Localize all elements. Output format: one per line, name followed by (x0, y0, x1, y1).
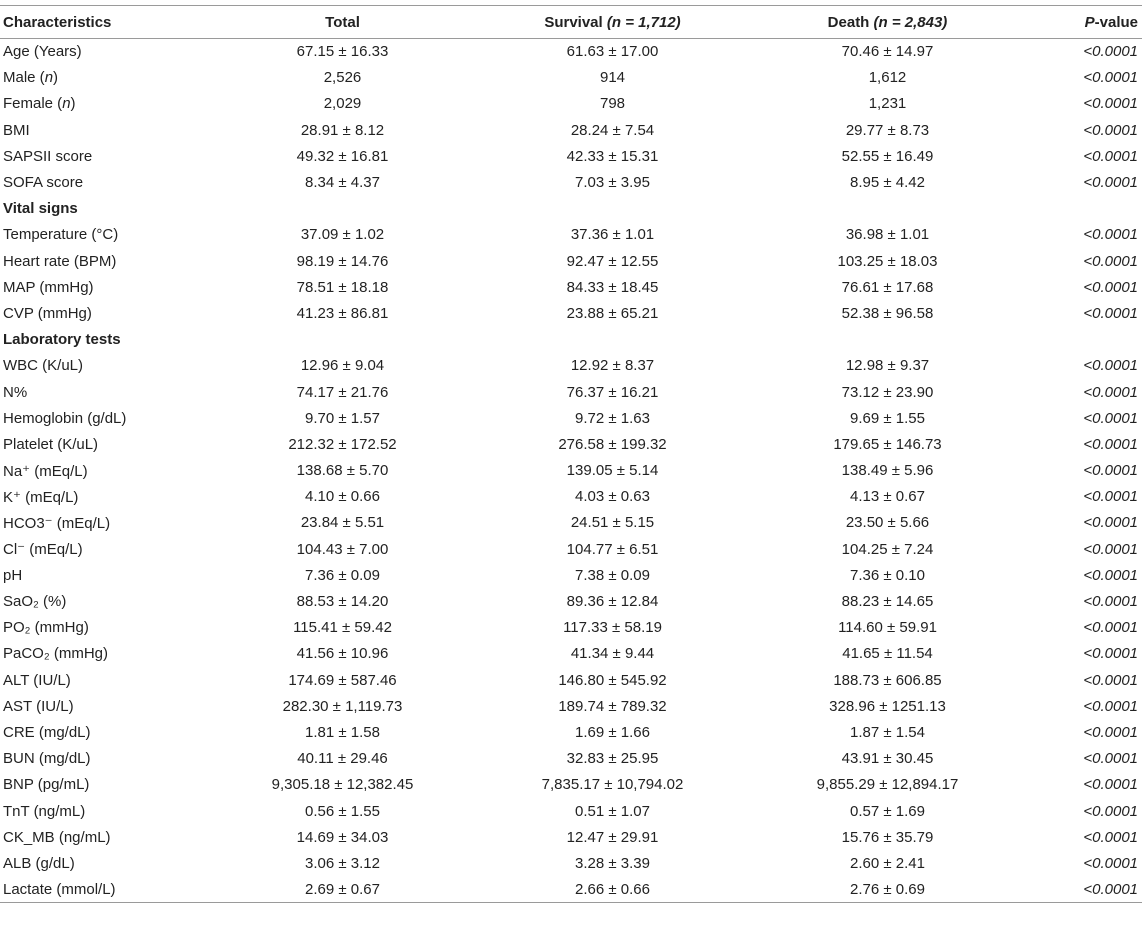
cell-survival: 24.51 ± 5.15 (570, 514, 655, 532)
table-row (0, 405, 1142, 431)
cell-death: 88.23 ± 14.65 (841, 593, 934, 611)
cell-death: 2.60 ± 2.41 (850, 854, 925, 872)
cell-death: 1,231 (868, 95, 907, 113)
table-row (0, 169, 1142, 195)
cell-pvalue: <0.0001 (1083, 593, 1138, 611)
row-label: BNP (pg/mL) (3, 776, 90, 794)
table-row (0, 798, 1142, 824)
cell-survival: 23.88 ± 65.21 (566, 304, 659, 322)
cell-total: 9.70 ± 1.57 (305, 409, 380, 427)
table-row (0, 693, 1142, 719)
row-label: SAPSII score (3, 147, 93, 165)
cell-total: 37.09 ± 1.02 (300, 226, 385, 244)
cell-survival: 12.92 ± 8.37 (570, 357, 655, 375)
cell-pvalue: <0.0001 (1083, 671, 1138, 689)
cell-death: 1.87 ± 1.54 (850, 723, 925, 741)
row-label: PO₂ (mmHg) (3, 619, 89, 637)
cell-pvalue: <0.0001 (1083, 95, 1138, 113)
cell-pvalue: <0.0001 (1083, 121, 1138, 139)
row-label: CRE (mg/dL) (3, 723, 91, 741)
row-label: TnT (ng/mL) (3, 802, 86, 820)
cell-total: 1.81 ± 1.58 (305, 723, 380, 741)
row-label: CVP (mmHg) (3, 304, 92, 322)
cell-total: 0.56 ± 1.55 (305, 802, 380, 820)
row-label: WBC (K/uL) (3, 357, 84, 375)
header-pvalue (1020, 6, 1142, 39)
cell-death: 73.12 ± 23.90 (841, 383, 934, 401)
table-row (0, 877, 1142, 903)
table-row (0, 536, 1142, 562)
cell-survival: 798 (599, 95, 626, 113)
table-row (0, 431, 1142, 457)
cell-total: 138.68 ± 5.70 (296, 462, 389, 480)
cell-pvalue: <0.0001 (1083, 409, 1138, 427)
cell-survival: 7,835.17 ± 10,794.02 (541, 776, 684, 794)
row-label: Platelet (K/uL) (3, 435, 99, 453)
cell-total: 41.23 ± 86.81 (296, 304, 389, 322)
header-death-n: (n = 2,843) (873, 13, 948, 31)
cell-total: 98.19 ± 14.76 (296, 252, 389, 270)
cell-death: 188.73 ± 606.85 (833, 671, 942, 689)
cell-survival: 914 (599, 69, 626, 87)
row-label: Na⁺ (mEq/L) (3, 462, 88, 480)
cell-pvalue: <0.0001 (1083, 226, 1138, 244)
cell-total: 8.34 ± 4.37 (305, 174, 380, 192)
row-label: Hemoglobin (g/dL) (3, 409, 127, 427)
header-total: Total (325, 13, 360, 31)
row-label: AST (IU/L) (3, 697, 74, 715)
header-survival-label: Survival (544, 13, 607, 31)
cell-death: 179.65 ± 146.73 (833, 435, 942, 453)
table-row (0, 746, 1142, 772)
cell-total: 67.15 ± 16.33 (296, 43, 389, 61)
row-label: pH (3, 566, 23, 584)
row-label: ALB (g/dL) (3, 854, 75, 872)
cell-pvalue: <0.0001 (1083, 776, 1138, 794)
header-survival-n: (n = 1,712) (606, 13, 681, 31)
cell-total: 49.32 ± 16.81 (296, 147, 389, 165)
section-heading: Vital signs (3, 200, 78, 218)
cell-death: 9.69 ± 1.55 (850, 409, 925, 427)
table-row (0, 379, 1142, 405)
cell-death: 70.46 ± 14.97 (841, 43, 934, 61)
cell-death: 41.65 ± 11.54 (842, 645, 933, 663)
cell-total: 4.10 ± 0.66 (305, 488, 380, 506)
row-label: Female (n) (3, 95, 76, 113)
cell-death: 52.38 ± 96.58 (841, 304, 934, 322)
cell-pvalue: <0.0001 (1083, 566, 1138, 584)
section-row (0, 196, 1142, 222)
cell-survival: 92.47 ± 12.55 (566, 252, 659, 270)
cell-total: 115.41 ± 59.42 (293, 619, 392, 637)
cell-death: 1,612 (868, 69, 907, 87)
cell-survival: 0.51 ± 1.07 (575, 802, 650, 820)
row-label: MAP (mmHg) (3, 278, 94, 296)
cell-total: 14.69 ± 34.03 (296, 828, 389, 846)
cell-total: 2,526 (323, 69, 362, 87)
cell-survival: 3.28 ± 3.39 (575, 854, 650, 872)
cell-survival: 1.69 ± 1.66 (575, 723, 650, 741)
cell-pvalue: <0.0001 (1083, 278, 1138, 296)
cell-pvalue: <0.0001 (1083, 488, 1138, 506)
cell-survival: 42.33 ± 15.31 (566, 147, 659, 165)
section-heading: Laboratory tests (3, 331, 121, 349)
cell-survival: 104.77 ± 6.51 (566, 540, 659, 558)
row-label: Heart rate (BPM) (3, 252, 117, 270)
cell-death: 9,855.29 ± 12,894.17 (816, 776, 959, 794)
cell-pvalue: <0.0001 (1083, 174, 1138, 192)
header-row (0, 6, 1142, 39)
cell-survival: 139.05 ± 5.14 (566, 462, 659, 480)
cell-survival: 89.36 ± 12.84 (566, 593, 659, 611)
cell-total: 9,305.18 ± 12,382.45 (271, 776, 414, 794)
cell-death: 43.91 ± 30.45 (841, 750, 934, 768)
cell-death: 36.98 ± 1.01 (845, 226, 930, 244)
row-label: CK_MB (ng/mL) (3, 828, 111, 846)
row-label: Age (Years) (3, 43, 82, 61)
cell-pvalue: <0.0001 (1083, 43, 1138, 61)
row-label: SaO₂ (%) (3, 593, 67, 611)
table-row (0, 117, 1142, 143)
table-row (0, 39, 1142, 65)
cell-survival: 28.24 ± 7.54 (570, 121, 655, 139)
cell-total: 41.56 ± 10.96 (296, 645, 389, 663)
table-row (0, 353, 1142, 379)
row-label: BMI (3, 121, 30, 139)
row-label: N% (3, 383, 28, 401)
cell-total: 78.51 ± 18.18 (296, 278, 389, 296)
cell-survival: 2.66 ± 0.66 (575, 880, 650, 898)
cell-death: 4.13 ± 0.67 (850, 488, 925, 506)
cell-pvalue: <0.0001 (1083, 880, 1138, 898)
cell-survival: 146.80 ± 545.92 (558, 671, 667, 689)
header-death-label: Death (827, 13, 874, 31)
header-characteristics: Characteristics (3, 13, 112, 31)
table-row (0, 65, 1142, 91)
cell-death: 7.36 ± 0.10 (850, 566, 925, 584)
cell-survival: 61.63 ± 17.00 (566, 43, 659, 61)
row-label: PaCO₂ (mmHg) (3, 645, 108, 663)
cell-pvalue: <0.0001 (1083, 69, 1138, 87)
cell-total: 3.06 ± 3.12 (305, 854, 380, 872)
characteristics-table (0, 5, 1142, 903)
table-row (0, 91, 1142, 117)
row-label: SOFA score (3, 174, 84, 192)
cell-survival: 9.72 ± 1.63 (575, 409, 650, 427)
table-row (0, 824, 1142, 850)
table-row (0, 641, 1142, 667)
table-row (0, 458, 1142, 484)
cell-survival: 12.47 ± 29.91 (566, 828, 659, 846)
cell-total: 282.30 ± 1,119.73 (282, 697, 403, 715)
row-label: Lactate (mmol/L) (3, 880, 116, 898)
header-survival (470, 6, 755, 39)
cell-total: 74.17 ± 21.76 (296, 383, 389, 401)
header-pvalue-p: P (1084, 13, 1095, 31)
n-symbol: n (44, 69, 54, 87)
cell-death: 8.95 ± 4.42 (850, 174, 925, 192)
table-row (0, 143, 1142, 169)
cell-total: 174.69 ± 587.46 (288, 671, 397, 689)
table-row (0, 222, 1142, 248)
table-row (0, 274, 1142, 300)
cell-death: 76.61 ± 17.68 (841, 278, 934, 296)
cell-survival: 4.03 ± 0.63 (575, 488, 650, 506)
table-row (0, 615, 1142, 641)
cell-death: 12.98 ± 9.37 (845, 357, 930, 375)
cell-pvalue: <0.0001 (1083, 802, 1138, 820)
cell-death: 23.50 ± 5.66 (845, 514, 930, 532)
row-label: Cl⁻ (mEq/L) (3, 541, 83, 559)
cell-survival: 276.58 ± 199.32 (558, 435, 667, 453)
cell-pvalue: <0.0001 (1083, 252, 1138, 270)
cell-pvalue: <0.0001 (1083, 383, 1138, 401)
header-death (755, 6, 1020, 39)
cell-survival: 37.36 ± 1.01 (570, 226, 655, 244)
cell-total: 12.96 ± 9.04 (300, 357, 385, 375)
row-label: Temperature (°C) (3, 226, 119, 244)
table-row (0, 719, 1142, 745)
header-pvalue-rest: -value (1094, 13, 1138, 31)
cell-total: 2.69 ± 0.67 (305, 880, 380, 898)
cell-pvalue: <0.0001 (1083, 697, 1138, 715)
row-label: K⁺ (mEq/L) (3, 488, 79, 506)
cell-death: 138.49 ± 5.96 (841, 462, 934, 480)
table-header (0, 6, 1142, 39)
table-body (0, 39, 1142, 903)
cell-survival: 76.37 ± 16.21 (566, 383, 659, 401)
cell-total: 104.43 ± 7.00 (296, 540, 389, 558)
row-label: ALT (IU/L) (3, 671, 71, 689)
row-label: Male (n) (3, 69, 59, 87)
cell-death: 328.96 ± 1251.13 (829, 697, 946, 715)
cell-pvalue: <0.0001 (1083, 750, 1138, 768)
cell-death: 29.77 ± 8.73 (845, 121, 930, 139)
cell-survival: 32.83 ± 25.95 (566, 750, 659, 768)
table-row (0, 667, 1142, 693)
cell-pvalue: <0.0001 (1083, 435, 1138, 453)
cell-total: 2,029 (323, 95, 362, 113)
n-symbol: n (62, 95, 71, 113)
cell-survival: 84.33 ± 18.45 (566, 278, 659, 296)
cell-survival: 7.38 ± 0.09 (575, 566, 650, 584)
table-row (0, 772, 1142, 798)
cell-pvalue: <0.0001 (1083, 357, 1138, 375)
cell-total: 23.84 ± 5.51 (300, 514, 385, 532)
cell-death: 103.25 ± 18.03 (837, 252, 938, 270)
cell-survival: 117.33 ± 58.19 (563, 619, 662, 637)
cell-death: 52.55 ± 16.49 (841, 147, 934, 165)
cell-survival: 41.34 ± 9.44 (570, 645, 655, 663)
cell-pvalue: <0.0001 (1083, 304, 1138, 322)
cell-death: 0.57 ± 1.69 (850, 802, 925, 820)
cell-total: 28.91 ± 8.12 (300, 121, 385, 139)
cell-death: 114.60 ± 59.91 (838, 619, 937, 637)
cell-total: 40.11 ± 29.46 (297, 750, 388, 768)
cell-total: 88.53 ± 14.20 (296, 593, 389, 611)
row-label: HCO3⁻ (mEq/L) (3, 514, 111, 532)
section-row (0, 327, 1142, 353)
table-row (0, 248, 1142, 274)
row-label: BUN (mg/dL) (3, 750, 91, 768)
table-row (0, 850, 1142, 876)
cell-survival: 7.03 ± 3.95 (575, 174, 650, 192)
cell-death: 2.76 ± 0.69 (850, 880, 925, 898)
table-row (0, 588, 1142, 614)
cell-total: 212.32 ± 172.52 (288, 435, 397, 453)
cell-total: 7.36 ± 0.09 (305, 566, 380, 584)
cell-pvalue: <0.0001 (1083, 462, 1138, 480)
cell-pvalue: <0.0001 (1083, 514, 1138, 532)
cell-death: 104.25 ± 7.24 (841, 540, 934, 558)
table-row (0, 562, 1142, 588)
cell-pvalue: <0.0001 (1083, 828, 1138, 846)
cell-pvalue: <0.0001 (1083, 540, 1138, 558)
cell-pvalue: <0.0001 (1083, 147, 1138, 165)
cell-survival: 189.74 ± 789.32 (558, 697, 667, 715)
cell-death: 15.76 ± 35.79 (841, 828, 934, 846)
cell-pvalue: <0.0001 (1083, 723, 1138, 741)
cell-pvalue: <0.0001 (1083, 619, 1138, 637)
table-row (0, 484, 1142, 510)
cell-pvalue: <0.0001 (1083, 645, 1138, 663)
table-row (0, 300, 1142, 326)
cell-pvalue: <0.0001 (1083, 854, 1138, 872)
table-row (0, 510, 1142, 536)
